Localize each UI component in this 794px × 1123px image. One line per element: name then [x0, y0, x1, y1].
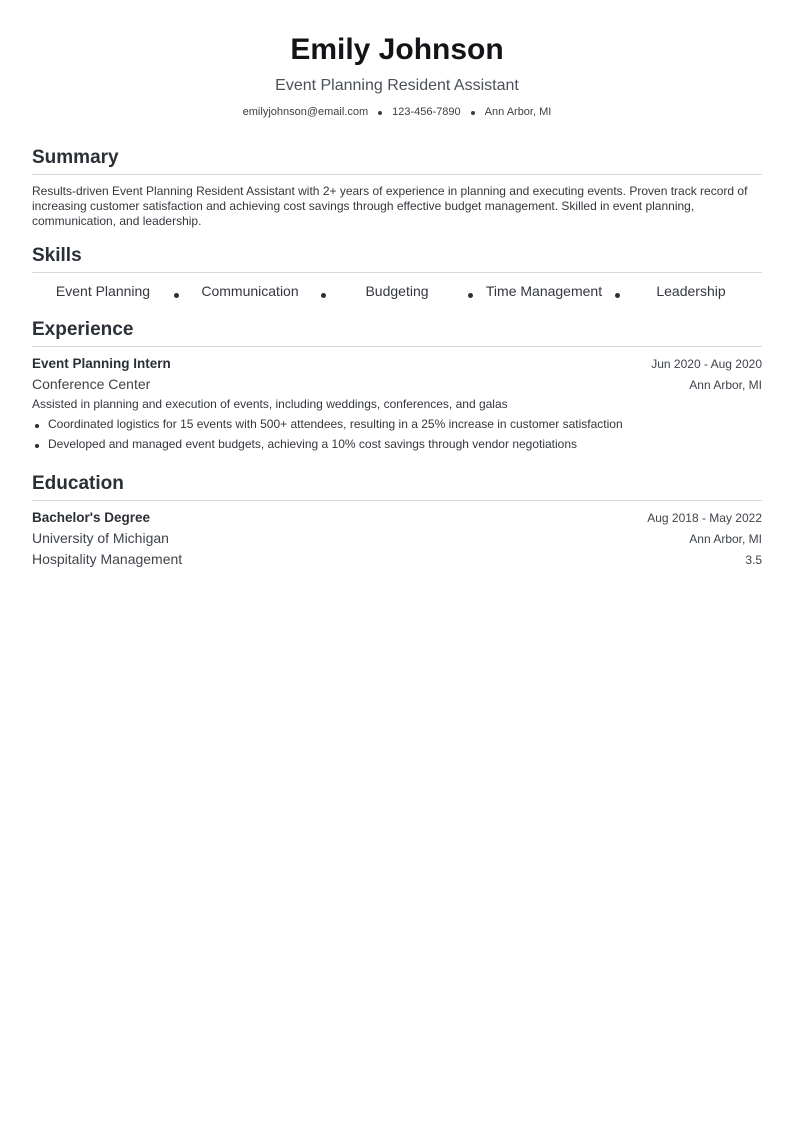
school-name: University of Michigan — [32, 530, 169, 546]
degree: Bachelor's Degree — [32, 510, 151, 525]
bullet-separator-icon — [615, 293, 620, 298]
bullet-separator-icon — [174, 293, 179, 298]
field-of-study: Hospitality Management — [32, 551, 183, 567]
experience-section — [32, 317, 762, 454]
list-item: Developed and managed event budgets, achieving a 10% cost savings through vendor negotiations — [32, 434, 762, 454]
bullet-separator-icon — [378, 111, 382, 115]
skill-item: Time Management — [485, 283, 603, 299]
education-heading: Education — [32, 471, 762, 501]
school-location: Ann Arbor, MI — [689, 532, 762, 546]
gpa: 3.5 — [745, 553, 762, 567]
skills-heading: Skills — [32, 243, 762, 273]
skill-item: Event Planning — [55, 283, 151, 299]
contact-email[interactable]: emilyjohnson@email.com — [242, 106, 369, 118]
experience-heading: Experience — [32, 317, 762, 347]
job-title: Event Planning Intern — [32, 356, 171, 371]
education-section — [32, 471, 762, 570]
job-company: Conference Center — [32, 376, 151, 392]
skill-item: Communication — [201, 283, 299, 299]
summary-section — [32, 145, 762, 229]
job-description: Assisted in planning and execution of events, including weddings, conferences, and galas — [32, 397, 508, 411]
contact-line — [0, 104, 794, 120]
education-entry — [32, 508, 762, 570]
bullet-separator-icon — [468, 293, 473, 298]
list-item: Coordinated logistics for 15 events with 500+ attendees, resulting in a 25% increase in customer satisfaction — [32, 414, 762, 434]
job-dates: Jun 2020 - Aug 2020 — [651, 357, 762, 371]
bullet-separator-icon — [471, 111, 475, 115]
skill-item: Leadership — [656, 283, 726, 299]
bullet-separator-icon — [321, 293, 326, 298]
summary-text: Results-driven Event Planning Resident Assistant with 2+ years of experience in planning and executing events. Proven track record of increasing customer satisfaction and achieving cost savings through effective budget management. Skilled in event planning, communication, and leadership. — [32, 184, 748, 228]
skills-list — [32, 281, 762, 301]
job-location: Ann Arbor, MI — [689, 378, 762, 392]
resume-header — [0, 30, 794, 120]
experience-entry — [32, 354, 762, 454]
candidate-name: Emily Johnson — [290, 33, 504, 66]
summary-heading: Summary — [32, 145, 762, 175]
skill-item: Budgeting — [365, 283, 429, 299]
job-bullets — [32, 414, 762, 454]
contact-location: Ann Arbor, MI — [484, 106, 552, 118]
candidate-title: Event Planning Resident Assistant — [275, 77, 519, 94]
contact-phone[interactable]: 123-456-7890 — [392, 106, 461, 118]
education-dates: Aug 2018 - May 2022 — [647, 511, 762, 525]
skills-section — [32, 243, 762, 301]
